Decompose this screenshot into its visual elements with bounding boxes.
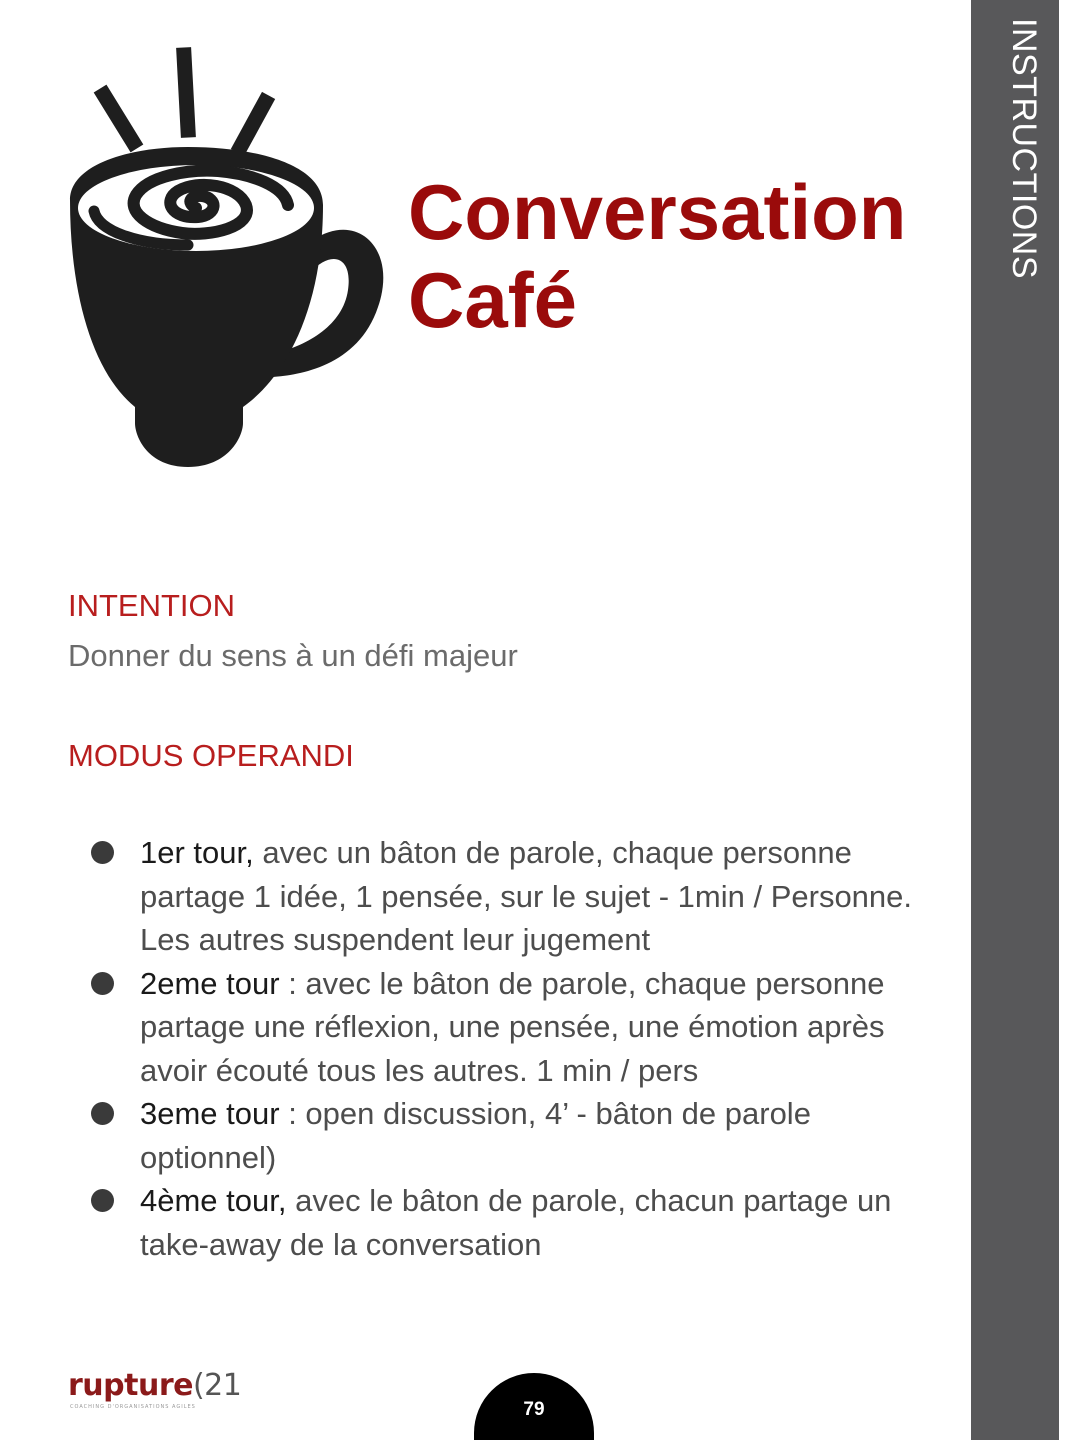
step-lead: 4ème tour, xyxy=(140,1183,287,1218)
logo-tagline: COACHING D'ORGANISATIONS AGILES xyxy=(70,1404,196,1410)
list-item xyxy=(88,831,928,962)
logo-paren: (21 xyxy=(192,1368,242,1403)
page-number-tab xyxy=(474,1373,594,1440)
step-lead: 2eme tour xyxy=(140,965,280,1001)
step-lead: 1er tour, xyxy=(140,835,254,870)
title-line-2: Café xyxy=(408,256,578,344)
step-text: avec un bâton de parole, chaque personne partage 1 idée, 1 pensée, sur le sujet - 1min / Personne. Les autres suspendent leur jugement xyxy=(140,835,913,957)
list-item xyxy=(88,1179,928,1266)
steps-list xyxy=(88,831,928,1266)
company-logo xyxy=(68,1368,242,1414)
page-title xyxy=(408,168,906,344)
coffee-cup-icon xyxy=(58,45,388,475)
intention-heading: INTENTION xyxy=(68,588,236,623)
intention-text: Donner du sens à un défi majeur xyxy=(68,638,518,673)
step-text: : avec le bâton de parole, chaque personne partage une réflexion, une pensée, une émotion après avoir écouté tous les autres. 1 min / pers xyxy=(140,965,885,1088)
side-label: INSTRUCTIONS xyxy=(1005,18,1043,279)
step-lead: 3eme tour xyxy=(140,1096,280,1131)
list-item xyxy=(88,1092,928,1179)
list-item xyxy=(88,962,928,1093)
logo-word: rupture xyxy=(68,1368,193,1403)
step-text: avec le bâton de parole, chacun partage un take-away de la conversation xyxy=(140,1183,892,1262)
title-line-1: Conversation xyxy=(408,168,907,256)
step-text: : open discussion, 4’ - bâton de parole optionnel) xyxy=(140,1096,811,1175)
page-number: 79 xyxy=(523,1398,545,1420)
modus-heading: MODUS OPERANDI xyxy=(68,738,354,773)
